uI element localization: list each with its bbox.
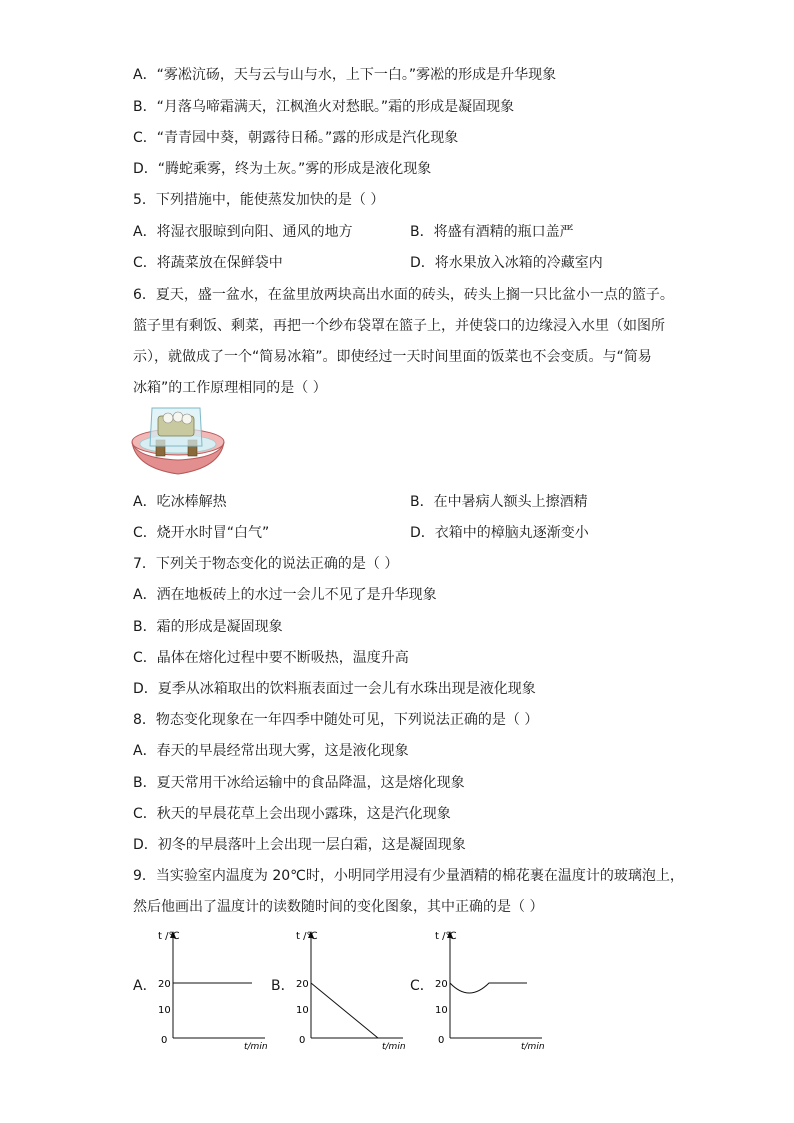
graph-b-tick-10: 10 [296, 1005, 309, 1016]
graph-b-tick-20: 20 [296, 979, 309, 990]
q9-stem-line-2: 然后他画出了温度计的读数随时间的变化图象，其中正确的是（ ） [133, 899, 544, 915]
graph-b-ylabel: t /℃ [296, 931, 318, 942]
q7-option-d: D．夏季从冰箱取出的饮料瓶表面过一会儿有水珠出现是液化现象 [133, 681, 536, 697]
graph-a [150, 925, 280, 1050]
graph-c-xlabel: t/min [521, 1042, 545, 1050]
q7-stem: 7．下列关于物态变化的说法正确的是（ ） [133, 556, 399, 572]
graph-b [288, 925, 418, 1050]
graph-c-tick-0: 0 [438, 1035, 445, 1046]
graph-b-tick-0: 0 [299, 1035, 306, 1046]
q4-option-c: C．“青青园中葵，朝露待日稀。”露的形成是汽化现象 [133, 130, 459, 146]
graph-c [427, 925, 557, 1050]
q4-option-a: A．“雾凇沆砀，天与云与山与水，上下一白。”雾凇的形成是升华现象 [133, 67, 557, 83]
graph-b-label: B． [271, 978, 295, 994]
graph-a-tick-20: 20 [158, 979, 171, 990]
graph-c-tick-20: 20 [435, 979, 448, 990]
q5-stem: 5．下列措施中，能使蒸发加快的是（ ） [133, 192, 385, 208]
q8-option-c: C．秋天的早晨花草上会出现小露珠，这是汽化现象 [133, 806, 451, 822]
graph-c-curve [450, 983, 527, 993]
q5-option-d: D．将水果放入冰箱的冷藏室内 [410, 255, 603, 271]
simple-fridge-illustration [130, 402, 226, 482]
q7-option-c: C．晶体在熔化过程中要不断吸热，温度升高 [133, 650, 409, 666]
q6-option-a: A．吃冰棒解热 [133, 494, 227, 510]
q6-stem-line-3: 示），就做成了一个“简易冰箱”。即使经过一天时间里面的饭菜也不会变质。与“简易 [133, 349, 652, 365]
q6-stem-line-1: 6．夏天，盛一盆水，在盆里放两块高出水面的砖头，砖头上搁一只比盆小一点的篮子。 [133, 287, 674, 303]
q9-stem-line-1: 9．当实验室内温度为 20℃时，小明同学用浸有少量酒精的棉花裹在温度计的玻璃泡上， [133, 868, 684, 884]
q6-option-c: C．烧开水时冒“白气” [133, 525, 270, 541]
q8-stem: 8．物态变化现象在一年四季中随处可见，下列说法正确的是（ ） [133, 712, 539, 728]
graph-c-label: C． [410, 978, 434, 994]
q5-option-c: C．将蔬菜放在保鲜袋中 [133, 255, 283, 271]
q8-option-d: D．初冬的早晨落叶上会出现一层白霜，这是凝固现象 [133, 837, 466, 853]
graph-c-tick-10: 10 [435, 1005, 448, 1016]
q8-option-b: B．夏天常用干冰给运输中的食品降温，这是熔化现象 [133, 775, 465, 791]
q6-option-b: B．在中暑病人额头上擦酒精 [410, 494, 588, 510]
q4-option-d: D．“腾蛇乘雾，终为土灰。”雾的形成是液化现象 [133, 161, 432, 177]
q7-option-a: A．洒在地板砖上的水过一会儿不见了是升华现象 [133, 587, 437, 603]
graph-a-tick-0: 0 [161, 1035, 168, 1046]
graph-a-tick-10: 10 [158, 1005, 171, 1016]
graph-a-ylabel: t /℃ [158, 931, 180, 942]
graph-a-label: A． [133, 978, 157, 994]
q5-option-a: A．将湿衣服晾到向阳、通风的地方 [133, 224, 353, 240]
q7-option-b: B．霜的形成是凝固现象 [133, 619, 283, 635]
q5-option-b: B．将盛有酒精的瓶口盖严 [410, 224, 574, 240]
q4-option-b: B．“月落乌啼霜满天，江枫渔火对愁眠。”霜的形成是凝固现象 [133, 99, 515, 115]
graph-c-ylabel: t /℃ [435, 931, 457, 942]
q6-option-d: D．衣箱中的樟脑丸逐渐变小 [410, 525, 589, 541]
graph-b-xlabel: t/min [382, 1042, 406, 1050]
q8-option-a: A．春天的早晨经常出现大雾，这是液化现象 [133, 743, 409, 759]
q6-stem-line-2: 篮子里有剩饭、剩菜，再把一个纱布袋罩在篮子上，并使袋口的边缘浸入水里（如图所 [133, 318, 665, 334]
graph-b-curve [311, 983, 378, 1038]
graph-a-xlabel: t/min [244, 1042, 268, 1050]
q6-stem-line-4: 冰箱”的工作原理相同的是（ ） [133, 380, 327, 396]
